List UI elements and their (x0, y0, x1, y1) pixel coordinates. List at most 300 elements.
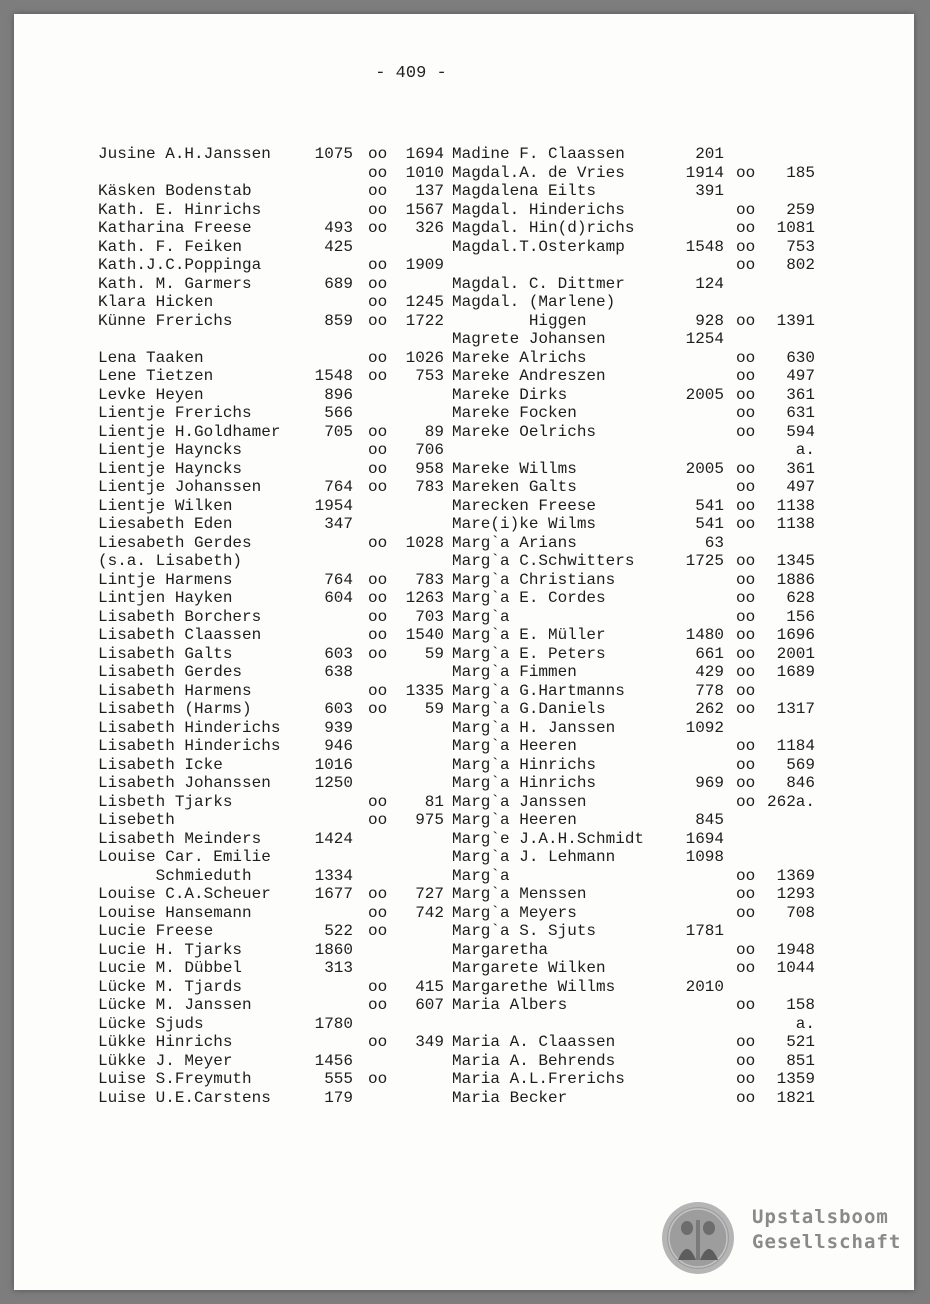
entry-number: 1677 (314, 885, 353, 903)
entry-name: Margarethe Willms (452, 977, 616, 996)
entry-number: 1780 (314, 1014, 353, 1033)
entry-reference: 1909 (405, 256, 444, 274)
entry-name: Maria Albers (452, 996, 568, 1014)
entry-name: Lisabeth (Harms) (98, 700, 252, 718)
entry-reference: 1138 (776, 496, 815, 515)
entry-name: Lene Tietzen (98, 367, 214, 385)
marriage-mark: oo (368, 792, 388, 811)
register-entry (452, 164, 837, 183)
marriage-mark: oo (368, 459, 388, 478)
entry-number: 1250 (314, 774, 353, 792)
register-entry (98, 145, 453, 164)
entry-number: 705 (324, 422, 353, 441)
entry-reference: 81 (424, 792, 444, 811)
register-entry (98, 404, 453, 423)
register-entry (98, 737, 453, 756)
entry-reference: 1821 (776, 1088, 815, 1107)
entry-name: Marg`a J. Lehmann (452, 848, 616, 866)
entry-reference: 753 (415, 367, 444, 385)
entry-name: Marg`e J.A.H.Schmidt (452, 829, 645, 848)
entry-name: Mareke Oelrichs (452, 422, 597, 441)
register-entry (452, 423, 837, 442)
register-entry (98, 811, 453, 830)
entry-name: Mare(i)ke Wilms (452, 515, 597, 533)
register-entry (98, 793, 453, 812)
entry-reference: 1567 (405, 200, 444, 219)
marriage-mark: oo (736, 903, 756, 922)
entry-number: 689 (324, 274, 353, 293)
marriage-mark: oo (368, 533, 388, 552)
marriage-mark: oo (736, 681, 756, 700)
entry-name: Maria A.L.Frerichs (452, 1070, 625, 1088)
register-entry (98, 275, 453, 294)
marriage-mark: oo (736, 459, 756, 478)
register-entry (452, 663, 837, 682)
marriage-mark: oo (368, 145, 388, 163)
marriage-mark: oo (736, 1070, 756, 1088)
entry-reference: 185 (786, 163, 815, 182)
marriage-mark: oo (736, 737, 756, 755)
register-entry (452, 1015, 837, 1034)
register-entry (452, 848, 837, 867)
entry-name: Lükke Hinrichs (98, 1033, 233, 1051)
entry-reference: 137 (415, 182, 444, 200)
register-entry (452, 404, 837, 423)
entry-name: Mareke Focken (452, 404, 577, 422)
marriage-mark: oo (736, 237, 756, 256)
entry-reference: 1345 (776, 552, 815, 570)
marriage-mark: oo (736, 311, 756, 330)
entry-reference: 630 (786, 348, 815, 367)
entry-name: Mareke Willms (452, 459, 577, 478)
logo-text-line-1: Upstalsboom (752, 1206, 889, 1228)
entry-number: 2005 (685, 385, 724, 404)
entry-reference: 851 (786, 1051, 815, 1070)
marriage-mark: oo (368, 422, 388, 441)
entry-number: 63 (704, 533, 724, 552)
entry-reference: 1722 (405, 311, 444, 330)
marriage-mark: oo (368, 441, 388, 459)
entry-reference: 1696 (776, 626, 815, 644)
entry-name: Liesabeth Eden (98, 515, 233, 533)
entry-reference: 846 (786, 774, 815, 792)
entry-name: Louise C.A.Scheuer (98, 885, 271, 903)
register-entry (98, 478, 453, 497)
entry-number: 946 (324, 737, 353, 755)
register-entry (98, 330, 453, 349)
entry-number: 1548 (685, 237, 724, 256)
register-entry (452, 441, 837, 460)
entry-name: Marg`a Hinrichs (452, 755, 597, 774)
register-entry (98, 441, 453, 460)
entry-number: 1694 (685, 829, 724, 848)
entry-name: Lisabeth Galts (98, 644, 233, 663)
entry-name: Maria A. Behrends (452, 1051, 616, 1070)
entry-name: Lisabeth Hinderichs (98, 718, 281, 737)
marriage-mark: oo (736, 885, 756, 903)
register-entry (98, 978, 453, 997)
entry-reference: 802 (786, 256, 815, 274)
marriage-mark: oo (736, 1088, 756, 1107)
entry-reference: 1081 (776, 219, 815, 237)
entry-number: 604 (324, 589, 353, 607)
entry-number: 969 (695, 774, 724, 792)
marriage-mark: oo (736, 163, 756, 182)
entry-name: Luise S.Freymuth (98, 1070, 252, 1088)
entry-name: Marg`a E. Müller (452, 626, 606, 644)
register-entry (98, 922, 453, 941)
society-logo (660, 1200, 910, 1280)
entry-number: 1456 (314, 1051, 353, 1070)
marriage-mark: oo (368, 589, 388, 607)
entry-name: Lientje Hayncks (98, 441, 243, 459)
register-entry (98, 645, 453, 664)
register-entry (452, 330, 837, 349)
entry-number: 859 (324, 311, 353, 330)
marriage-mark: oo (368, 256, 388, 274)
entry-number: 1860 (314, 940, 353, 959)
entry-name: Luise U.E.Carstens (98, 1088, 271, 1107)
register-entry (452, 552, 837, 571)
entry-reference: 1948 (776, 940, 815, 959)
entry-name: Lisabeth Meinders (98, 829, 262, 848)
entry-name: Marg`a Meyers (452, 903, 577, 922)
entry-number: 845 (695, 811, 724, 829)
register-entry (98, 423, 453, 442)
entry-name: Lisabeth Claassen (98, 626, 262, 644)
entry-name: Marg`a Hinrichs (452, 774, 597, 792)
marriage-mark: oo (736, 570, 756, 589)
entry-name: Lücke Sjuds (98, 1014, 204, 1033)
entry-reference: 89 (424, 422, 444, 441)
register-entry (98, 830, 453, 849)
entry-number: 555 (324, 1070, 353, 1088)
entry-reference: 594 (786, 422, 815, 441)
register-entry (452, 460, 837, 479)
register-entry (98, 367, 453, 386)
entry-reference: 349 (415, 1033, 444, 1051)
entry-reference: 497 (786, 367, 815, 385)
entry-name: Mareke Dirks (452, 385, 568, 404)
entry-reference: 727 (415, 885, 444, 903)
entry-reference: 1359 (776, 1070, 815, 1088)
entry-reference: 607 (415, 996, 444, 1014)
marriage-mark: oo (368, 570, 388, 589)
entry-number: 124 (695, 274, 724, 293)
entry-number: 603 (324, 644, 353, 663)
register-entry (98, 164, 453, 183)
entry-name: Kath.J.C.Poppinga (98, 256, 262, 274)
entry-number: 939 (324, 718, 353, 737)
register-entry (98, 885, 453, 904)
register-entry (452, 256, 837, 275)
entry-number: 1016 (314, 755, 353, 774)
entry-name: Magdal.T.Osterkamp (452, 237, 625, 256)
entry-name: Magdal. Hinderichs (452, 200, 625, 219)
marriage-mark: oo (368, 367, 388, 385)
register-entry (452, 534, 837, 553)
entry-name: Käsken Bodenstab (98, 182, 252, 200)
entry-number: 603 (324, 700, 353, 718)
register-entry (452, 201, 837, 220)
register-entry (452, 589, 837, 608)
entry-name: Magrete Johansen (452, 330, 606, 348)
marriage-mark: oo (368, 274, 388, 293)
entry-number: 764 (324, 478, 353, 496)
entry-name: Magdalena Eilts (452, 182, 597, 200)
entry-name: Louise Hansemann (98, 903, 252, 922)
entry-reference: 59 (424, 700, 444, 718)
marriage-mark: oo (368, 977, 388, 996)
entry-name: Lientje Johanssen (98, 478, 262, 496)
entry-name: Lisebeth (98, 811, 175, 829)
register-entry (452, 608, 837, 627)
marriage-mark: oo (368, 922, 388, 940)
marriage-mark: oo (736, 422, 756, 441)
marriage-mark: oo (736, 1051, 756, 1070)
page-number: - 409 - (375, 64, 447, 83)
entry-name: Lientje H.Goldhamer (98, 422, 281, 441)
entry-number: 896 (324, 385, 353, 404)
register-entry (452, 1033, 837, 1052)
marriage-mark: oo (736, 589, 756, 607)
entry-name: Marg`a E. Peters (452, 644, 606, 663)
entry-name: Lücke M. Janssen (98, 996, 252, 1014)
entry-name: Higgen (452, 311, 587, 330)
entry-name: Lücke M. Tjards (98, 977, 243, 996)
entry-reference: 1335 (405, 681, 444, 700)
marriage-mark: oo (736, 367, 756, 385)
register-entry (98, 293, 453, 312)
entry-name: Lisabeth Gerdes (98, 663, 243, 681)
entry-name: Louise Car. Emilie (98, 848, 271, 866)
document-page (14, 14, 914, 1290)
entry-reference: 415 (415, 977, 444, 996)
register-entry (452, 1070, 837, 1089)
entry-name: Lisbeth Tjarks (98, 792, 233, 811)
register-entry (98, 589, 453, 608)
marriage-mark: oo (736, 959, 756, 977)
entry-number: 1914 (685, 163, 724, 182)
register-entry (452, 645, 837, 664)
entry-number: 778 (695, 681, 724, 700)
entry-name: Künne Frerichs (98, 311, 233, 330)
entry-reference: 1026 (405, 348, 444, 367)
marriage-mark: oo (368, 348, 388, 367)
entry-name: Lisabeth Johanssen (98, 774, 271, 792)
entry-reference: 631 (786, 404, 815, 422)
register-entry (98, 719, 453, 738)
entry-name: Jusine A.H.Janssen (98, 145, 271, 163)
entry-number: 313 (324, 959, 353, 977)
entry-name: Kath. F. Feiken (98, 237, 243, 256)
entry-number: 425 (324, 237, 353, 256)
register-entry (98, 460, 453, 479)
marriage-mark: oo (368, 163, 388, 182)
entry-name: Magdal. (Marlene) (452, 293, 616, 311)
register-entry (98, 201, 453, 220)
entry-name: Marg`a Heeren (452, 811, 577, 829)
register-entry (98, 756, 453, 775)
entry-reference: 262a. (766, 792, 815, 811)
marriage-mark: oo (368, 700, 388, 718)
register-entry (452, 515, 837, 534)
entry-reference: a. (795, 441, 815, 459)
entry-number: 179 (324, 1088, 353, 1107)
entry-reference: 326 (415, 219, 444, 237)
entry-name: Lucie H. Tjarks (98, 940, 243, 959)
register-entry (452, 182, 837, 201)
entry-reference: 259 (786, 200, 815, 219)
marriage-mark: oo (736, 792, 756, 811)
entry-reference: 703 (415, 607, 444, 626)
marriage-mark: oo (736, 552, 756, 570)
entry-name: Lucie M. Dübbel (98, 959, 243, 977)
entry-number: 1098 (685, 848, 724, 866)
entry-name: Klara Hicken (98, 293, 214, 311)
entry-number: 638 (324, 663, 353, 681)
entry-reference: 1391 (776, 311, 815, 330)
entry-number: 1954 (314, 496, 353, 515)
marriage-mark: oo (368, 478, 388, 496)
entry-number: 1092 (685, 718, 724, 737)
register-entry (452, 811, 837, 830)
entry-reference: 1010 (405, 163, 444, 182)
register-entry (452, 367, 837, 386)
register-entry (452, 978, 837, 997)
entry-number: 541 (695, 496, 724, 515)
register-entry (98, 238, 453, 257)
entry-reference: 1044 (776, 959, 815, 977)
marriage-mark: oo (368, 200, 388, 219)
entry-reference: 521 (786, 1033, 815, 1051)
seal-icon (660, 1200, 736, 1276)
entry-name: Kath. M. Garmers (98, 274, 252, 293)
entry-name: Madine F. Claassen (452, 145, 625, 163)
register-entry (98, 219, 453, 238)
entry-reference: 1369 (776, 866, 815, 885)
entry-number: 661 (695, 644, 724, 663)
entry-reference: 783 (415, 570, 444, 589)
marriage-mark: oo (736, 348, 756, 367)
entry-name: Marg`a Christians (452, 570, 616, 589)
register-entry (452, 885, 837, 904)
entry-name: Lientje Hayncks (98, 459, 243, 478)
left-column (98, 145, 453, 1107)
marriage-mark: oo (736, 219, 756, 237)
register-entry (98, 349, 453, 368)
entry-reference: 1293 (776, 885, 815, 903)
entry-name: Marg`a H. Janssen (452, 718, 616, 737)
register-entry (452, 497, 837, 516)
entry-number: 1548 (314, 367, 353, 385)
register-entry (98, 608, 453, 627)
entry-reference: 975 (415, 811, 444, 829)
marriage-mark: oo (736, 755, 756, 774)
register-entry (452, 941, 837, 960)
entry-number: 1725 (685, 552, 724, 570)
entry-reference: 1245 (405, 293, 444, 311)
entry-number: 391 (695, 182, 724, 200)
marriage-mark: oo (736, 700, 756, 718)
entry-name: Marg`a E. Cordes (452, 589, 606, 607)
register-entry (452, 719, 837, 738)
register-entry (452, 145, 837, 164)
entry-name: Magdal. Hin(d)richs (452, 219, 635, 237)
register-entry (98, 959, 453, 978)
register-entry (98, 571, 453, 590)
marriage-mark: oo (368, 607, 388, 626)
entry-name: Marg`a Heeren (452, 737, 577, 755)
marriage-mark: oo (736, 478, 756, 496)
entry-number: 262 (695, 700, 724, 718)
entry-name: Lisabeth Hinderichs (98, 737, 281, 755)
entry-reference: 156 (786, 607, 815, 626)
marriage-mark: oo (368, 219, 388, 237)
entry-name: Lucie Freese (98, 922, 214, 940)
entry-name: Marg`a (452, 607, 510, 626)
register-entry (98, 182, 453, 201)
entry-reference: 361 (786, 459, 815, 478)
marriage-mark: oo (368, 1033, 388, 1051)
marriage-mark: oo (736, 940, 756, 959)
entry-name: Lientje Wilken (98, 496, 233, 515)
entry-reference: 706 (415, 441, 444, 459)
entry-name: Marg`a G.Daniels (452, 700, 606, 718)
entry-reference: 1028 (405, 533, 444, 552)
register-entry (452, 904, 837, 923)
entry-reference: 958 (415, 459, 444, 478)
marriage-mark: oo (368, 626, 388, 644)
entry-number: 2010 (685, 977, 724, 996)
entry-number: 1480 (685, 626, 724, 644)
register-entry (98, 1070, 453, 1089)
entry-name: Liesabeth Gerdes (98, 533, 252, 552)
marriage-mark: oo (736, 1033, 756, 1051)
register-entry (98, 552, 453, 571)
register-entry (452, 349, 837, 368)
marriage-mark: oo (736, 626, 756, 644)
marriage-mark: oo (736, 996, 756, 1014)
register-entry (98, 996, 453, 1015)
register-entry (98, 941, 453, 960)
entry-number: 541 (695, 515, 724, 533)
entry-name: Lientje Frerichs (98, 404, 252, 422)
marriage-mark: oo (368, 681, 388, 700)
entry-name: Marecken Freese (452, 496, 597, 515)
entry-name: Schmieduth (98, 866, 252, 885)
entry-reference: 59 (424, 644, 444, 663)
entry-number: 764 (324, 570, 353, 589)
entry-reference: 753 (786, 237, 815, 256)
marriage-mark: oo (736, 866, 756, 885)
marriage-mark: oo (736, 385, 756, 404)
marriage-mark: oo (736, 200, 756, 219)
entry-number: 566 (324, 404, 353, 422)
entry-reference: 1263 (405, 589, 444, 607)
register-entry (98, 312, 453, 331)
entry-name: Lintje Harmens (98, 570, 233, 589)
entry-name: Levke Heyen (98, 385, 204, 404)
register-entry (452, 756, 837, 775)
register-entry (98, 1052, 453, 1071)
register-entry (452, 922, 837, 941)
register-entry (452, 238, 837, 257)
entry-name: Maria Becker (452, 1088, 568, 1107)
register-entry (98, 534, 453, 553)
entry-number: 429 (695, 663, 724, 681)
register-entry (98, 386, 453, 405)
